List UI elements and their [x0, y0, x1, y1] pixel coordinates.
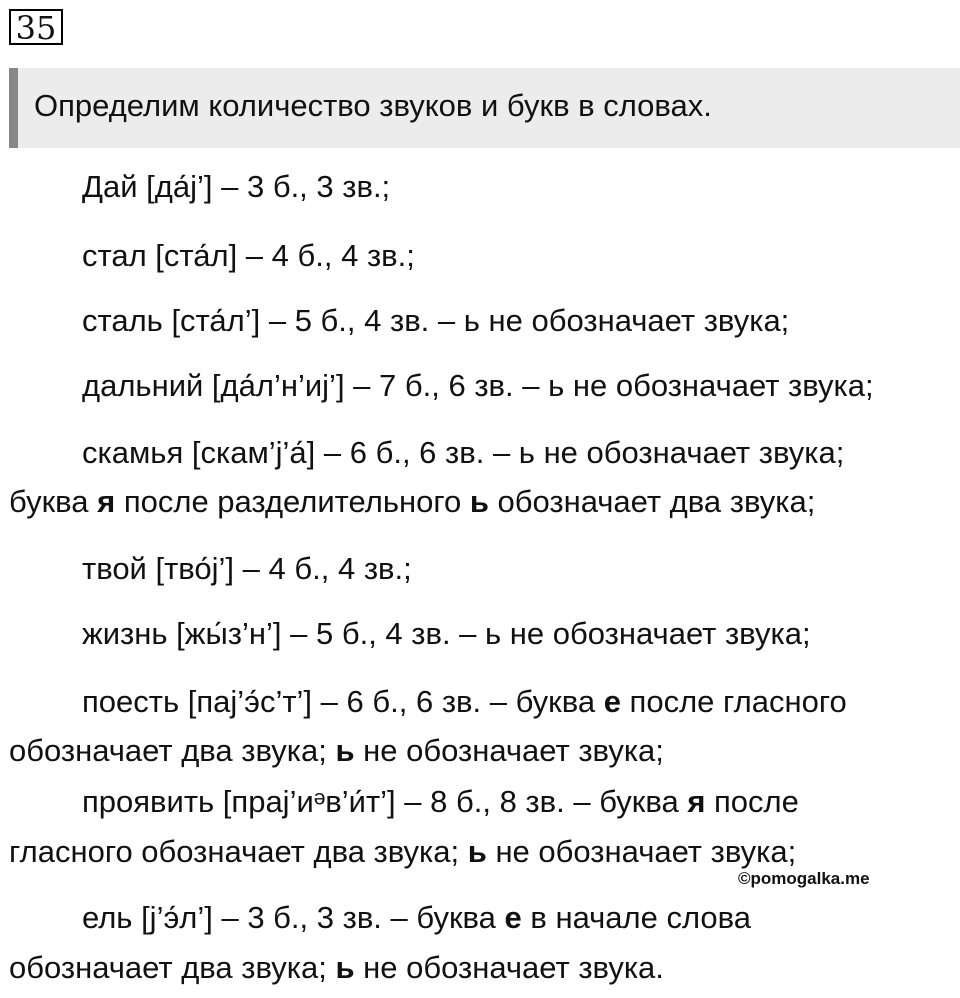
text-part: в начале слова — [521, 900, 751, 935]
line-el-cont — [9, 948, 664, 988]
bold-letter: ь — [335, 950, 355, 985]
text-part: ель [j’э́л’] – 3 б., 3 зв. – буква — [82, 900, 505, 935]
line-proyavit-cont — [9, 832, 796, 872]
watermark: ©pomogalka.me — [738, 869, 870, 888]
line-skamya-cont — [9, 482, 815, 522]
line-stal-soft: сталь [ста́л’] – 5 б., 4 зв. – ь не обозначает звука; — [82, 303, 790, 338]
text-part: после разделительного — [115, 484, 470, 519]
header-banner — [9, 68, 960, 148]
text-part: обозначает два звука; — [9, 950, 336, 985]
text-part: не обозначает звука; — [486, 834, 797, 869]
line-poest — [82, 682, 847, 722]
bold-letter: е — [504, 900, 522, 935]
line-el — [82, 898, 751, 938]
task-number: 35 — [9, 9, 63, 45]
text-part: после — [705, 784, 799, 819]
line-skamya: скамья [скам’j’а́] – 6 б., 6 зв. – ь не обозначает звука; — [82, 435, 845, 470]
line-stal: стал [ста́л] – 4 б., 4 зв.; — [82, 238, 415, 273]
header-text: Определим количество звуков и букв в словах. — [34, 88, 712, 123]
text-part: обозначает два звука; — [488, 484, 816, 519]
text-part: проявить [праj’иᵊв’и́т’] – 8 б., 8 зв. – буква — [82, 784, 688, 819]
text-part: не обозначает звука; — [354, 733, 664, 768]
bold-letter: е — [603, 684, 621, 719]
text-part: обозначает два звука; — [9, 733, 336, 768]
text-part: гласного обозначает два звука; — [9, 834, 468, 869]
line-dai: Дай [да́j’] – 3 б., 3 зв.; — [82, 169, 391, 204]
line-proyavit — [82, 782, 799, 822]
bold-letter: ь — [469, 484, 489, 519]
line-poest-cont — [9, 731, 664, 771]
line-dalniy: дальний [да́л’н’иj’] – 7 б., 6 зв. – ь не обозначает звука; — [82, 368, 874, 403]
bold-letter: я — [97, 484, 116, 519]
text-part: не обозначает звука. — [354, 950, 664, 985]
line-zhizn: жизнь [жы́з’н’] – 5 б., 4 зв. – ь не обозначает звука; — [82, 616, 811, 651]
text-part: поесть [паj’э́с’т’] – 6 б., 6 зв. – буква — [82, 684, 604, 719]
text-part: буква — [9, 484, 98, 519]
line-tvoy: твой [тво́j’] – 4 б., 4 зв.; — [82, 551, 412, 586]
bold-letter: ь — [335, 733, 355, 768]
bold-letter: ь — [467, 834, 487, 869]
bold-letter: я — [687, 784, 706, 819]
text-part: после гласного — [620, 684, 847, 719]
